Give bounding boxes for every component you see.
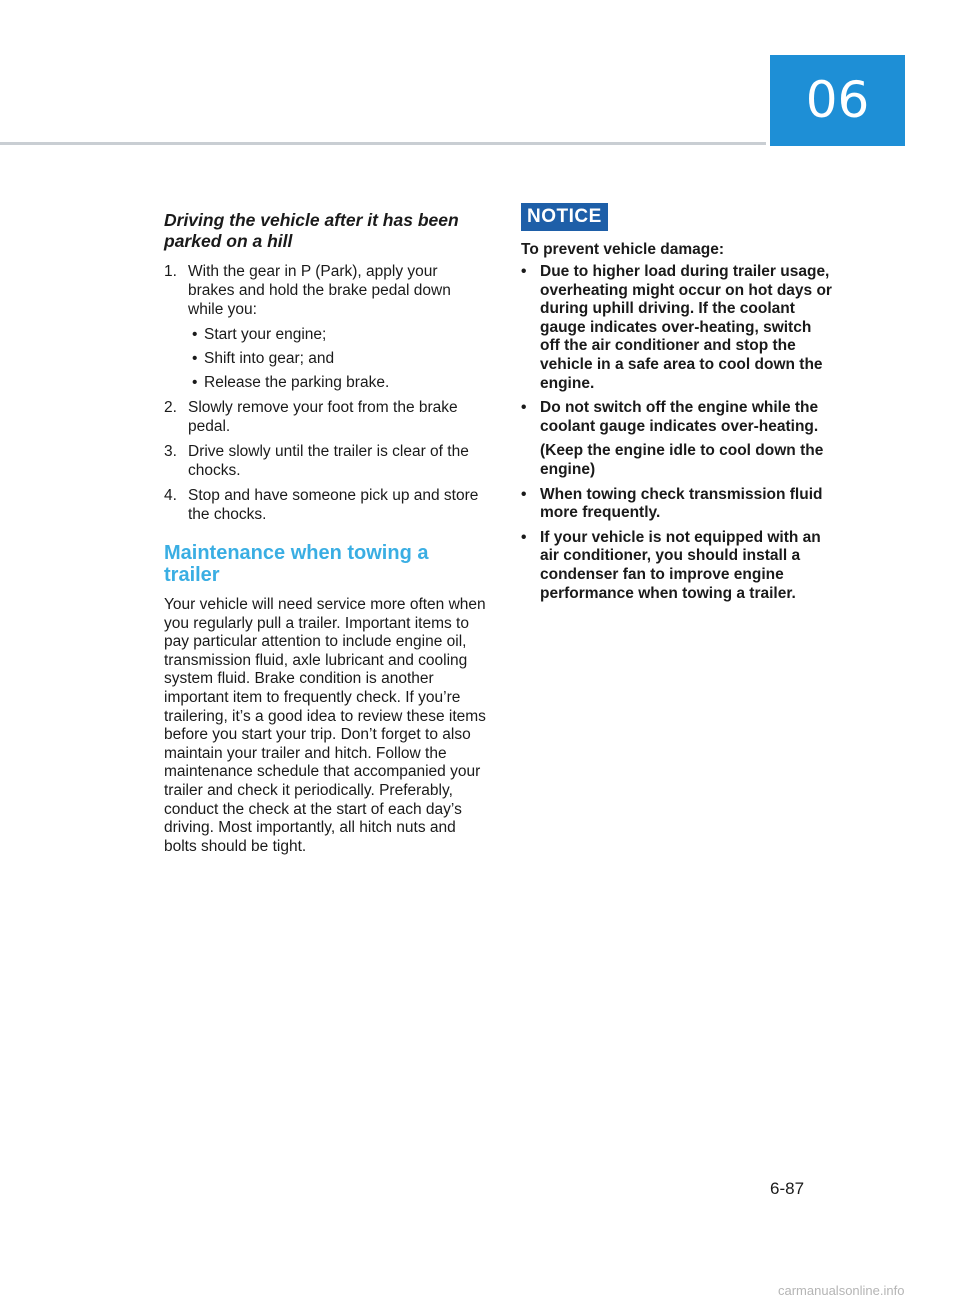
header-rule	[0, 142, 766, 145]
section-title: Maintenance when towing a trailer	[164, 542, 429, 586]
maintenance-paragraph: Your vehicle will need service more often when you regularly pull a trailer. Important items to pay particular attention to include engine oil, transmission fluid, axle lubricant and cooling system fluid. Brake condition is another important item to frequently check. If you’re trailering, it’s a good idea to review these items before you start your trip. Don’t forget to also maintain your trailer and hitch. Follow the maintenance schedule that accompanied your trailer and check it periodically. Preferably, conduct the check at the start of each day’s driving. Most importantly, all hitch nuts and bolts should be tight.	[164, 596, 486, 855]
sub-item-text: Shift into gear; and	[204, 350, 335, 367]
hill-heading: Driving the vehicle after it has been parked on a hill	[164, 210, 459, 251]
bullet-icon: •	[192, 350, 198, 367]
left-column	[164, 210, 486, 856]
sub-item-text: Release the parking brake.	[204, 374, 390, 391]
notice-item	[521, 399, 833, 479]
sub-item	[164, 373, 486, 392]
step-4	[164, 486, 486, 524]
step-text: With the gear in P (Park), apply your brakes and hold the brake pedal down while you:	[188, 263, 451, 318]
step-text: Stop and have someone pick up and store the chocks.	[188, 487, 479, 523]
bullet-icon: •	[521, 485, 527, 503]
watermark: carmanualsonline.info	[778, 1283, 905, 1298]
step-number: 2.	[164, 399, 177, 416]
notice-badge: NOTICE	[521, 203, 608, 231]
notice-item-text: When towing check transmission fluid more frequently.	[540, 485, 823, 522]
notice-item-text: If your vehicle is not equipped with an air conditioner, you should install a condenser fan to improve engine performance when towing a trailer.	[540, 528, 821, 602]
chapter-tab: 06	[770, 55, 905, 146]
step-1	[164, 262, 486, 319]
notice-item-text: Do not switch off the engine while the coolant gauge indicates over-heating.	[540, 399, 819, 435]
bullet-icon: •	[192, 374, 198, 391]
step-number: 1.	[164, 263, 177, 280]
page-number: 6-87	[770, 1179, 805, 1198]
notice-column	[521, 203, 833, 609]
step-number: 4.	[164, 487, 177, 504]
step-number: 3.	[164, 443, 177, 460]
sub-item-text: Start your engine;	[204, 326, 327, 343]
notice-item	[521, 529, 833, 603]
notice-item-text: Due to higher load during trailer usage, overheating might occur on hot days or during uphill driving. If the coolant gauge indicates over-heating, switch off the air conditioner and stop the vehicle in a safe area to cool down the engine.	[540, 263, 832, 392]
sub-item	[164, 325, 486, 344]
bullet-icon: •	[192, 326, 198, 343]
step-2	[164, 398, 486, 436]
step-text: Drive slowly until the trailer is clear of the chocks.	[188, 443, 469, 479]
sub-item	[164, 349, 486, 368]
bullet-icon: •	[521, 263, 527, 280]
bullet-icon: •	[521, 528, 527, 546]
notice-item-note: (Keep the engine idle to cool down the engine)	[540, 442, 824, 478]
step-text: Slowly remove your foot from the brake pedal.	[188, 399, 458, 435]
bullet-icon: •	[521, 399, 527, 417]
notice-lead: To prevent vehicle damage:	[521, 241, 724, 258]
notice-item	[521, 263, 833, 393]
step-3	[164, 442, 486, 480]
notice-item	[521, 486, 833, 523]
